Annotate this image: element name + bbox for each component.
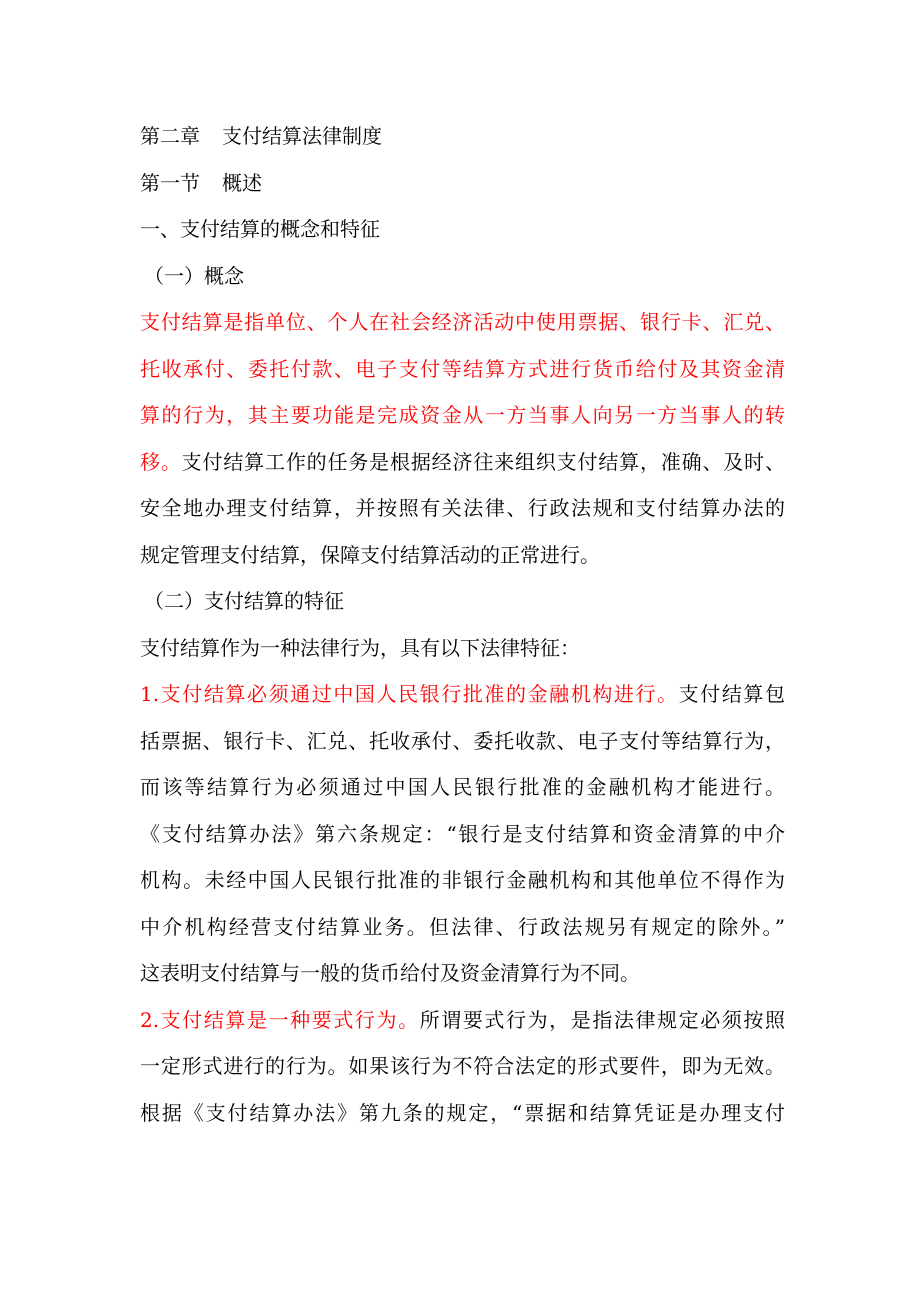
chapter-number: 第二章 xyxy=(140,124,200,148)
paragraph-line: 这表明支付结算与一般的货币给付及资金清算行为不同。 xyxy=(140,961,640,985)
highlighted-text: 支付结算是一种要式行为。 xyxy=(159,1007,420,1032)
chapter-title: 支付结算法律制度 xyxy=(222,124,382,148)
paragraph-line: 而该等结算行为必须通过中国人民银行批准的金融机构才能进行。 xyxy=(140,775,785,799)
paragraph-line: 安全地办理支付结算，并按照有关法律、行政法规和支付结算办法的 xyxy=(140,496,785,520)
feature-item-1 xyxy=(140,671,785,997)
chapter-heading xyxy=(140,113,785,160)
paragraph-line: 2.支付结算是一种要式行为。所谓要式行为，是指法律规定必须按照 xyxy=(140,1007,786,1032)
heading-concept-features: 一、支付结算的概念和特征 xyxy=(140,217,380,241)
section-heading xyxy=(140,160,785,207)
feature-item-2 xyxy=(140,997,785,1137)
subheading-features: （二）支付结算的特征 xyxy=(144,589,344,613)
highlighted-text: 支付结算必须通过中国人民银行批准的金融机构进行。 xyxy=(159,682,679,706)
subheading-concept: （一）概念 xyxy=(144,263,244,288)
paragraph-line: 规定管理支付结算，保障支付结算活动的正常进行。 xyxy=(140,542,600,567)
item-number: 2. xyxy=(140,1007,160,1032)
highlighted-text: 移。 xyxy=(140,449,182,474)
paragraph-line: 1.支付结算必须通过中国人民银行批准的金融机构进行。支付结算包 xyxy=(140,682,786,706)
paragraph-line: 支付结算是指单位、个人在社会经济活动中使用票据、银行卡、汇兑、 xyxy=(140,310,785,334)
paragraph-concept xyxy=(140,299,785,578)
section-number: 第一节 xyxy=(140,170,200,195)
paragraph-line: 《支付结算办法》第六条规定：“银行是支付结算和资金清算的中介 xyxy=(140,821,785,846)
document-page xyxy=(140,113,785,1136)
paragraph-line: 机构。未经中国人民银行批准的非银行金融机构和其他单位不得作为 xyxy=(140,868,785,892)
section-title: 概述 xyxy=(222,170,262,195)
paragraph-line: 托收承付、委托付款、电子支付等结算方式进行货币给付及其资金清 xyxy=(140,356,785,381)
paragraph-line: 中介机构经营支付结算业务。但法律、行政法规另有规定的除外。” xyxy=(140,914,785,939)
features-intro: 支付结算作为一种法律行为，具有以下法律特征： xyxy=(140,635,580,660)
item-number: 1. xyxy=(140,682,160,706)
paragraph-line: 一定形式进行的行为。如果该行为不符合法定的形式要件，即为无效。 xyxy=(140,1054,785,1078)
paragraph-line: 算的行为，其主要功能是完成资金从一方当事人向另一方当事人的转 xyxy=(140,403,785,427)
paragraph-line: 括票据、银行卡、汇兑、托收承付、委托收款、电子支付等结算行为， xyxy=(140,728,785,753)
paragraph-line: 根据《支付结算办法》第九条的规定，“票据和结算凭证是办理支付 xyxy=(140,1100,785,1125)
paragraph-line: 移。支付结算工作的任务是根据经济往来组织支付结算，准确、及时、 xyxy=(140,449,786,474)
